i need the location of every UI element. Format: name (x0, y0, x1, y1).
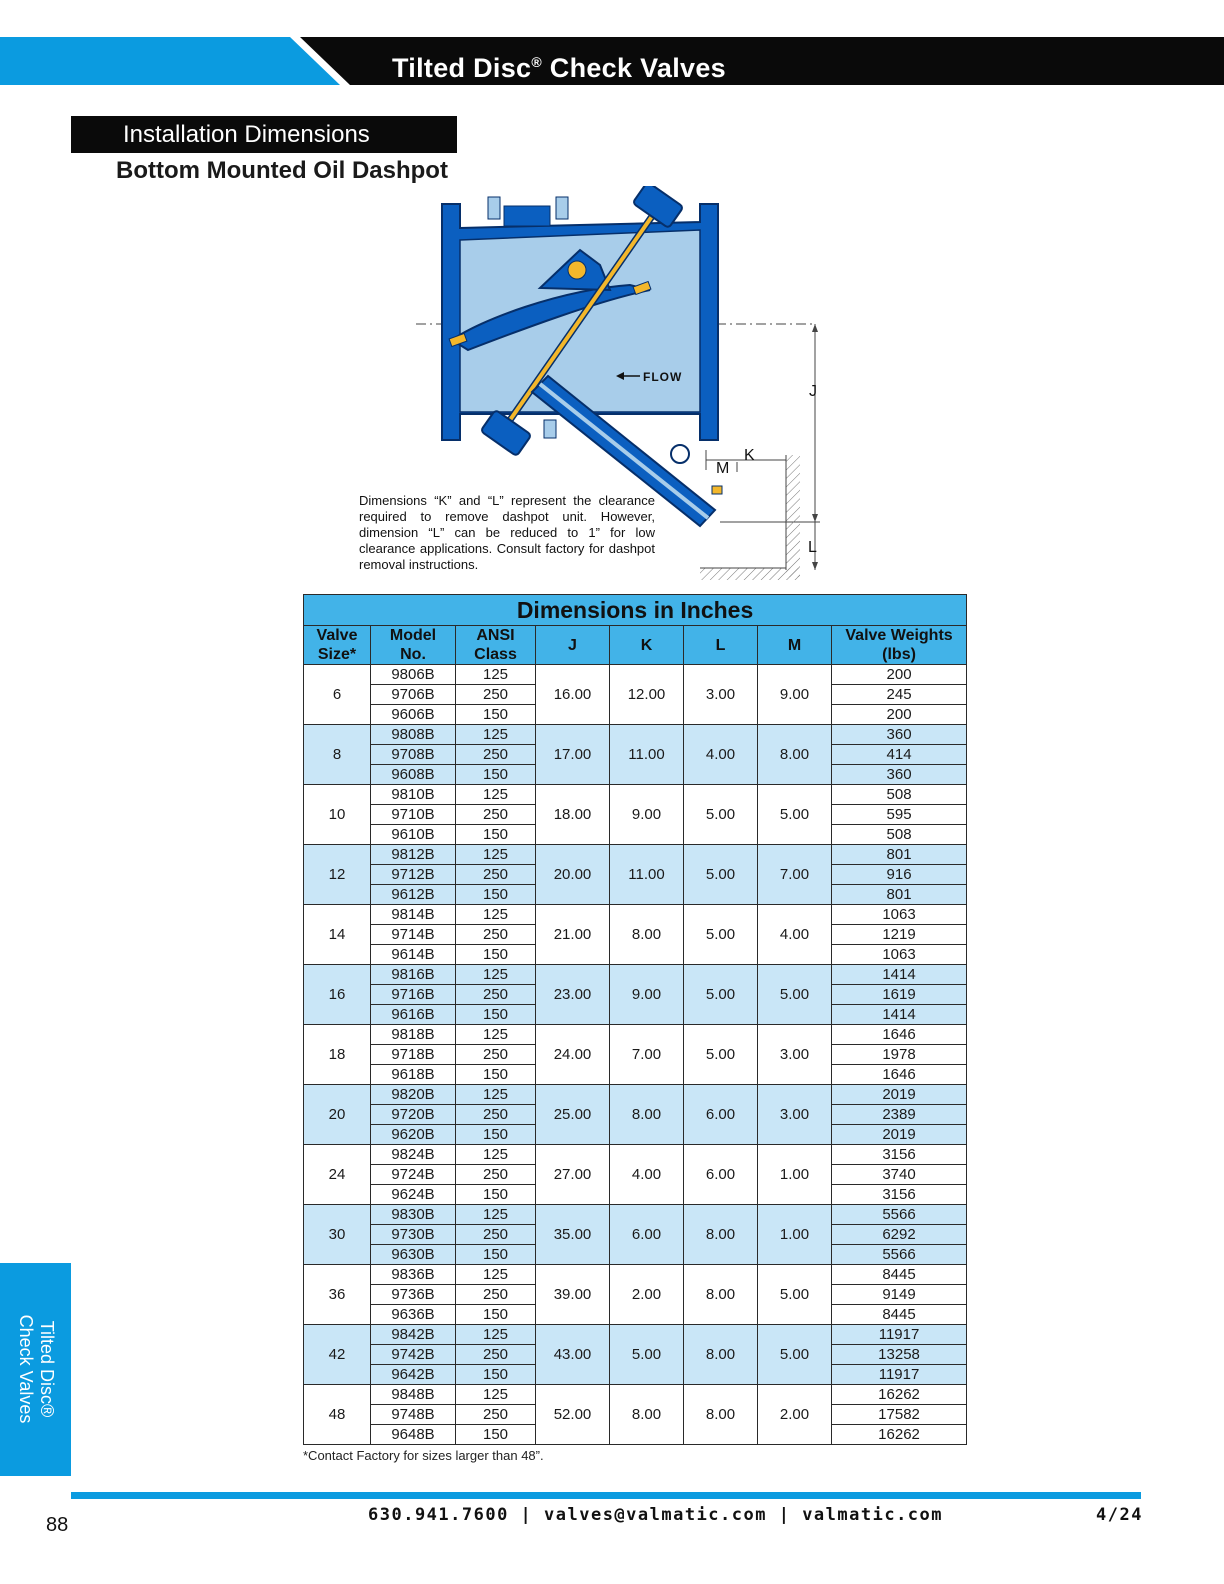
table-row (304, 1025, 967, 1045)
dim-k-cell: 11.00 (610, 845, 684, 905)
valve-weight-cell: 508 (832, 825, 967, 845)
valve-weight-cell: 5566 (832, 1245, 967, 1265)
valve-weight-cell: 13258 (832, 1345, 967, 1365)
ansi-class-cell: 150 (456, 765, 536, 785)
ansi-class-cell: 250 (456, 1345, 536, 1365)
valve-weight-cell: 16262 (832, 1425, 967, 1445)
valve-weight-cell: 245 (832, 685, 967, 705)
side-tab-text (0, 1263, 71, 1476)
model-no-cell: 9848B (371, 1385, 456, 1405)
valve-size-cell: 18 (304, 1025, 371, 1085)
ansi-class-cell: 125 (456, 665, 536, 685)
ansi-class-cell: 125 (456, 1265, 536, 1285)
dim-m-cell: 2.00 (758, 1385, 832, 1445)
ansi-class-cell: 150 (456, 1365, 536, 1385)
ansi-class-cell: 250 (456, 1405, 536, 1425)
dim-k-cell: 8.00 (610, 1385, 684, 1445)
valve-size-cell: 12 (304, 845, 371, 905)
table-title: Dimensions in Inches (304, 595, 967, 626)
ansi-class-cell: 125 (456, 1085, 536, 1105)
ansi-class-cell: 250 (456, 1285, 536, 1305)
model-no-cell: 9824B (371, 1145, 456, 1165)
valve-size-cell: 30 (304, 1205, 371, 1265)
dim-j-cell: 43.00 (536, 1325, 610, 1385)
model-no-cell: 9724B (371, 1165, 456, 1185)
dim-j-cell: 23.00 (536, 965, 610, 1025)
valve-weight-cell: 3156 (832, 1185, 967, 1205)
model-no-cell: 9814B (371, 905, 456, 925)
valve-weight-cell: 11917 (832, 1325, 967, 1345)
dim-m-cell: 9.00 (758, 665, 832, 725)
valve-weight-cell: 2019 (832, 1125, 967, 1145)
model-no-cell: 9710B (371, 805, 456, 825)
dimensions-table-wrap (303, 594, 966, 1445)
dim-label-l: L (808, 539, 817, 556)
dim-label-k: K (744, 447, 755, 464)
dim-j-cell: 18.00 (536, 785, 610, 845)
valve-size-cell: 24 (304, 1145, 371, 1205)
dimensions-table (303, 594, 967, 1445)
valve-weight-cell: 8445 (832, 1305, 967, 1325)
model-no-cell: 9606B (371, 705, 456, 725)
model-no-cell: 9836B (371, 1265, 456, 1285)
model-no-cell: 9708B (371, 745, 456, 765)
ansi-class-cell: 125 (456, 1325, 536, 1345)
valve-weight-cell: 17582 (832, 1405, 967, 1425)
valve-weight-cell: 801 (832, 885, 967, 905)
dim-j-cell: 39.00 (536, 1265, 610, 1325)
model-no-cell: 9614B (371, 945, 456, 965)
model-no-cell: 9716B (371, 985, 456, 1005)
valve-weight-cell: 8445 (832, 1265, 967, 1285)
valve-weight-cell: 3740 (832, 1165, 967, 1185)
table-row (304, 665, 967, 685)
dim-j-cell: 27.00 (536, 1145, 610, 1205)
model-no-cell: 9820B (371, 1085, 456, 1105)
dim-k-cell: 8.00 (610, 905, 684, 965)
valve-weight-cell: 1063 (832, 905, 967, 925)
ansi-class-cell: 250 (456, 1165, 536, 1185)
dim-j-cell: 16.00 (536, 665, 610, 725)
table-row (304, 1085, 967, 1105)
dim-l-cell: 8.00 (684, 1265, 758, 1325)
ansi-class-cell: 150 (456, 825, 536, 845)
model-no-cell: 9630B (371, 1245, 456, 1265)
valve-size-cell: 8 (304, 725, 371, 785)
ansi-class-cell: 125 (456, 1205, 536, 1225)
ansi-class-cell: 125 (456, 845, 536, 865)
valve-weight-cell: 1414 (832, 1005, 967, 1025)
table-row (304, 1265, 967, 1285)
col-header: J (536, 626, 610, 665)
ansi-class-cell: 150 (456, 945, 536, 965)
model-no-cell: 9624B (371, 1185, 456, 1205)
valve-weight-cell: 16262 (832, 1385, 967, 1405)
dim-l-cell: 5.00 (684, 785, 758, 845)
table-row (304, 1325, 967, 1345)
valve-size-cell: 36 (304, 1265, 371, 1325)
ansi-class-cell: 250 (456, 925, 536, 945)
model-no-cell: 9842B (371, 1325, 456, 1345)
model-no-cell: 9720B (371, 1105, 456, 1125)
dim-j-cell: 17.00 (536, 725, 610, 785)
model-no-cell: 9706B (371, 685, 456, 705)
dim-l-cell: 4.00 (684, 725, 758, 785)
ansi-class-cell: 250 (456, 1105, 536, 1125)
dim-l-cell: 6.00 (684, 1145, 758, 1205)
table-footnote: *Contact Factory for sizes larger than 48”. (303, 1448, 544, 1463)
valve-weight-cell: 1219 (832, 925, 967, 945)
valve-weight-cell: 2389 (832, 1105, 967, 1125)
ansi-class-cell: 150 (456, 1065, 536, 1085)
dim-label-m: M (716, 460, 730, 477)
dim-m-cell: 3.00 (758, 1085, 832, 1145)
valve-weight-cell: 414 (832, 745, 967, 765)
floor-hatch (700, 568, 800, 580)
table-header-row (304, 626, 967, 665)
dim-l-cell: 8.00 (684, 1385, 758, 1445)
valve-weight-cell: 1619 (832, 985, 967, 1005)
model-no-cell: 9730B (371, 1225, 456, 1245)
dim-m-cell: 5.00 (758, 965, 832, 1025)
dim-l-cell: 5.00 (684, 1025, 758, 1085)
section-subtitle: Bottom Mounted Oil Dashpot (116, 157, 448, 184)
ansi-class-cell: 250 (456, 685, 536, 705)
model-no-cell: 9618B (371, 1065, 456, 1085)
flow-label: FLOW (643, 370, 683, 384)
ansi-class-cell: 150 (456, 705, 536, 725)
dashpot-note: Dimensions “K” and “L” represent the clearance required to remove dashpot unit. However, dimension “L” can be reduced to 1” for low clearance applications. Consult factory for dashpot removal instructions. (359, 493, 655, 572)
table-row (304, 785, 967, 805)
valve-weight-cell: 200 (832, 705, 967, 725)
ansi-class-cell: 150 (456, 1425, 536, 1445)
dim-l-cell: 5.00 (684, 845, 758, 905)
model-no-cell: 9830B (371, 1205, 456, 1225)
ansi-class-cell: 150 (456, 1245, 536, 1265)
ansi-class-cell: 125 (456, 1385, 536, 1405)
dim-m-cell: 1.00 (758, 1145, 832, 1205)
ansi-class-cell: 250 (456, 1225, 536, 1245)
wall-hatch (786, 455, 800, 577)
dim-j-cell: 20.00 (536, 845, 610, 905)
footer-date: 4/24 (1096, 1505, 1143, 1525)
model-no-cell: 9736B (371, 1285, 456, 1305)
dim-k-cell: 12.00 (610, 665, 684, 725)
valve-size-cell: 16 (304, 965, 371, 1025)
dim-m-cell: 5.00 (758, 1325, 832, 1385)
dim-j-cell: 52.00 (536, 1385, 610, 1445)
dim-l-cell: 5.00 (684, 905, 758, 965)
valve-weight-cell: 6292 (832, 1225, 967, 1245)
model-no-cell: 9642B (371, 1365, 456, 1385)
table-row (304, 1145, 967, 1165)
model-no-cell: 9748B (371, 1405, 456, 1425)
valve-size-cell: 48 (304, 1385, 371, 1445)
model-no-cell: 9712B (371, 865, 456, 885)
dim-j-cell: 24.00 (536, 1025, 610, 1085)
col-header: K (610, 626, 684, 665)
dim-l-cell: 3.00 (684, 665, 758, 725)
section-badge: Installation Dimensions (71, 116, 457, 153)
ansi-class-cell: 125 (456, 965, 536, 985)
valve-weight-cell: 1414 (832, 965, 967, 985)
model-no-cell: 9610B (371, 825, 456, 845)
ansi-class-cell: 250 (456, 985, 536, 1005)
dim-k-cell: 4.00 (610, 1145, 684, 1205)
model-no-cell: 9714B (371, 925, 456, 945)
dim-k-cell: 6.00 (610, 1205, 684, 1265)
ansi-class-cell: 150 (456, 1185, 536, 1205)
ansi-class-cell: 250 (456, 745, 536, 765)
col-header: L (684, 626, 758, 665)
page-title: Tilted Disc® Check Valves (392, 53, 726, 83)
footer-rule (71, 1492, 1141, 1499)
col-header: Valve Weights (lbs) (832, 626, 967, 665)
table-body (304, 665, 967, 1445)
dim-m-cell: 5.00 (758, 1265, 832, 1325)
valve-weight-cell: 916 (832, 865, 967, 885)
ansi-class-cell: 125 (456, 725, 536, 745)
model-no-cell: 9648B (371, 1425, 456, 1445)
ansi-class-cell: 125 (456, 905, 536, 925)
valve-weight-cell: 801 (832, 845, 967, 865)
dim-k-cell: 2.00 (610, 1265, 684, 1325)
dim-m-cell: 5.00 (758, 785, 832, 845)
valve-weight-cell: 200 (832, 665, 967, 685)
ansi-class-cell: 150 (456, 1305, 536, 1325)
dim-j-cell: 21.00 (536, 905, 610, 965)
valve-weight-cell: 1063 (832, 945, 967, 965)
ansi-class-cell: 125 (456, 785, 536, 805)
valve-weight-cell: 360 (832, 725, 967, 745)
valve-weight-cell: 1646 (832, 1065, 967, 1085)
dim-m-cell: 7.00 (758, 845, 832, 905)
valve-size-cell: 14 (304, 905, 371, 965)
model-no-cell: 9718B (371, 1045, 456, 1065)
dim-k-cell: 5.00 (610, 1325, 684, 1385)
dim-label-j: J (809, 383, 817, 400)
gauge-icon (671, 445, 689, 463)
dim-l-cell: 5.00 (684, 965, 758, 1025)
dim-k-cell: 9.00 (610, 965, 684, 1025)
dim-l-cell: 6.00 (684, 1085, 758, 1145)
valve-weight-cell: 2019 (832, 1085, 967, 1105)
model-no-cell: 9808B (371, 725, 456, 745)
table-row (304, 1205, 967, 1225)
dim-m-cell: 3.00 (758, 1025, 832, 1085)
valve-size-cell: 42 (304, 1325, 371, 1385)
footer-contact: 630.941.7600 | valves@valmatic.com | valmatic.com (368, 1505, 944, 1525)
col-header: M (758, 626, 832, 665)
valve-weight-cell: 5566 (832, 1205, 967, 1225)
dim-k-cell: 7.00 (610, 1025, 684, 1085)
dim-j-cell: 25.00 (536, 1085, 610, 1145)
dim-k-cell: 11.00 (610, 725, 684, 785)
ansi-class-cell: 250 (456, 865, 536, 885)
table-row (304, 1385, 967, 1405)
model-no-cell: 9616B (371, 1005, 456, 1025)
valve-size-cell: 20 (304, 1085, 371, 1145)
page-number: 88 (46, 1514, 69, 1536)
table-row (304, 965, 967, 985)
model-no-cell: 9620B (371, 1125, 456, 1145)
valve-size-cell: 6 (304, 665, 371, 725)
model-no-cell: 9810B (371, 785, 456, 805)
model-no-cell: 9636B (371, 1305, 456, 1325)
side-tab-line2: Check Valves (16, 1314, 36, 1424)
table-row (304, 845, 967, 865)
dim-k-cell: 9.00 (610, 785, 684, 845)
valve-weight-cell: 360 (832, 765, 967, 785)
dim-m-cell: 8.00 (758, 725, 832, 785)
ansi-class-cell: 150 (456, 885, 536, 905)
ansi-class-cell: 250 (456, 805, 536, 825)
model-no-cell: 9742B (371, 1345, 456, 1365)
dim-j-cell: 35.00 (536, 1205, 610, 1265)
valve-weight-cell: 1646 (832, 1025, 967, 1045)
dim-m-cell: 1.00 (758, 1205, 832, 1265)
ansi-class-cell: 150 (456, 1125, 536, 1145)
dim-m-cell: 4.00 (758, 905, 832, 965)
col-header: Valve Size* (304, 626, 371, 665)
valve-weight-cell: 9149 (832, 1285, 967, 1305)
valve-weight-cell: 1978 (832, 1045, 967, 1065)
valve-weight-cell: 595 (832, 805, 967, 825)
ansi-class-cell: 150 (456, 1005, 536, 1025)
dim-l-cell: 8.00 (684, 1205, 758, 1265)
col-header: Model No. (371, 626, 456, 665)
model-no-cell: 9818B (371, 1025, 456, 1045)
table-row (304, 725, 967, 745)
model-no-cell: 9612B (371, 885, 456, 905)
model-no-cell: 9608B (371, 765, 456, 785)
side-tab-line1: Tilted Disc® (37, 1320, 57, 1418)
header-accent-stripe (0, 37, 340, 85)
valve-weight-cell: 3156 (832, 1145, 967, 1165)
ansi-class-cell: 125 (456, 1145, 536, 1165)
col-header: ANSI Class (456, 626, 536, 665)
valve-size-cell: 10 (304, 785, 371, 845)
ansi-class-cell: 125 (456, 1025, 536, 1045)
valve-weight-cell: 508 (832, 785, 967, 805)
dim-k-cell: 8.00 (610, 1085, 684, 1145)
valve-weight-cell: 11917 (832, 1365, 967, 1385)
model-no-cell: 9812B (371, 845, 456, 865)
model-no-cell: 9806B (371, 665, 456, 685)
dim-l-cell: 8.00 (684, 1325, 758, 1385)
model-no-cell: 9816B (371, 965, 456, 985)
table-row (304, 905, 967, 925)
ansi-class-cell: 250 (456, 1045, 536, 1065)
